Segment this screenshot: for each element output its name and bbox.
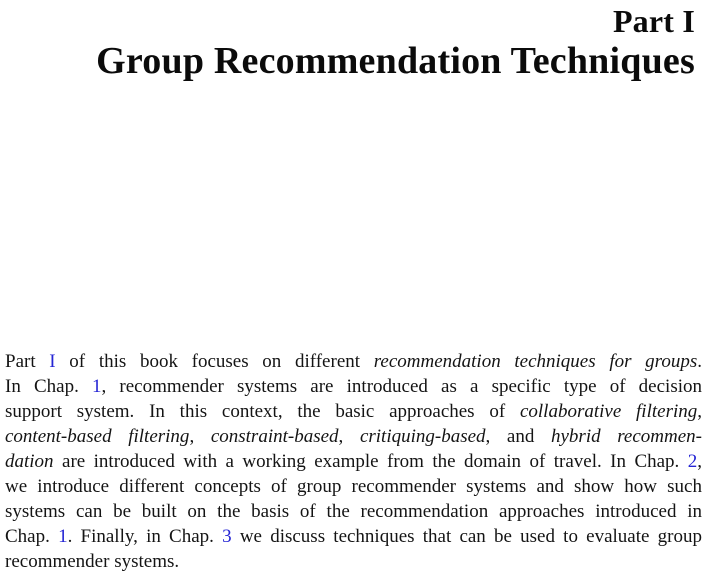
- text-run: we discuss techniques that can be used to evaluate group: [231, 526, 702, 547]
- text-run: critiquing-based: [359, 426, 486, 447]
- text-run: ,: [697, 451, 702, 472]
- paragraph-line: [5, 374, 702, 399]
- text-run: we introduce different concepts of group recommender systems and show how such: [5, 476, 702, 497]
- paragraph-line: [5, 449, 702, 474]
- text-run: , recommender systems are introduced as a specific type of decision: [101, 376, 702, 397]
- paragraph-line: [5, 424, 702, 449]
- text-run: Part: [5, 351, 50, 372]
- text-run: support system. In this context, the basic approaches of: [5, 401, 520, 422]
- chapter-1-link[interactable]: 1: [91, 376, 102, 397]
- paragraph-line: [5, 499, 702, 524]
- text-run: content-based filtering: [5, 426, 190, 447]
- text-run: are introduced with a working example from the domain of travel. In Chap.: [53, 451, 688, 472]
- text-run: . Finally, in Chap.: [67, 526, 223, 547]
- text-run: ,: [697, 401, 703, 422]
- part-ref-link[interactable]: I: [49, 351, 56, 372]
- text-run: .: [697, 351, 703, 372]
- chapter-3-link[interactable]: 3: [222, 526, 232, 547]
- text-run: collaborative filtering: [519, 401, 698, 422]
- text-run: Chap.: [5, 526, 59, 547]
- text-run: , and: [485, 426, 551, 447]
- text-run: systems can be built on the basis of the recommendation approaches introduced in: [5, 501, 702, 522]
- part-header: [0, 0, 720, 83]
- text-run: recommender systems.: [5, 551, 180, 572]
- paragraph: [0, 349, 720, 574]
- part-label: Part I: [612, 3, 695, 39]
- text-run: recommendation techniques for groups: [373, 351, 698, 372]
- chapter-1-link[interactable]: 1: [58, 526, 68, 547]
- text-run: constraint-based: [210, 426, 339, 447]
- text-run: of this book focuses on different: [55, 351, 374, 372]
- paragraph-line: [5, 524, 702, 549]
- paragraph-line: [5, 549, 702, 574]
- text-run: dation: [5, 451, 54, 472]
- text-run: hybrid recommen-: [551, 426, 702, 447]
- paragraph-line: [5, 349, 702, 374]
- part-title: Group Recommendation Techniques: [96, 40, 695, 82]
- chapter-2-link[interactable]: 2: [687, 451, 698, 472]
- text-run: ,: [189, 426, 211, 447]
- text-run: In Chap.: [5, 376, 92, 397]
- text-run: ,: [338, 426, 360, 447]
- paragraph-line: [5, 474, 702, 499]
- paragraph-line: [5, 399, 702, 424]
